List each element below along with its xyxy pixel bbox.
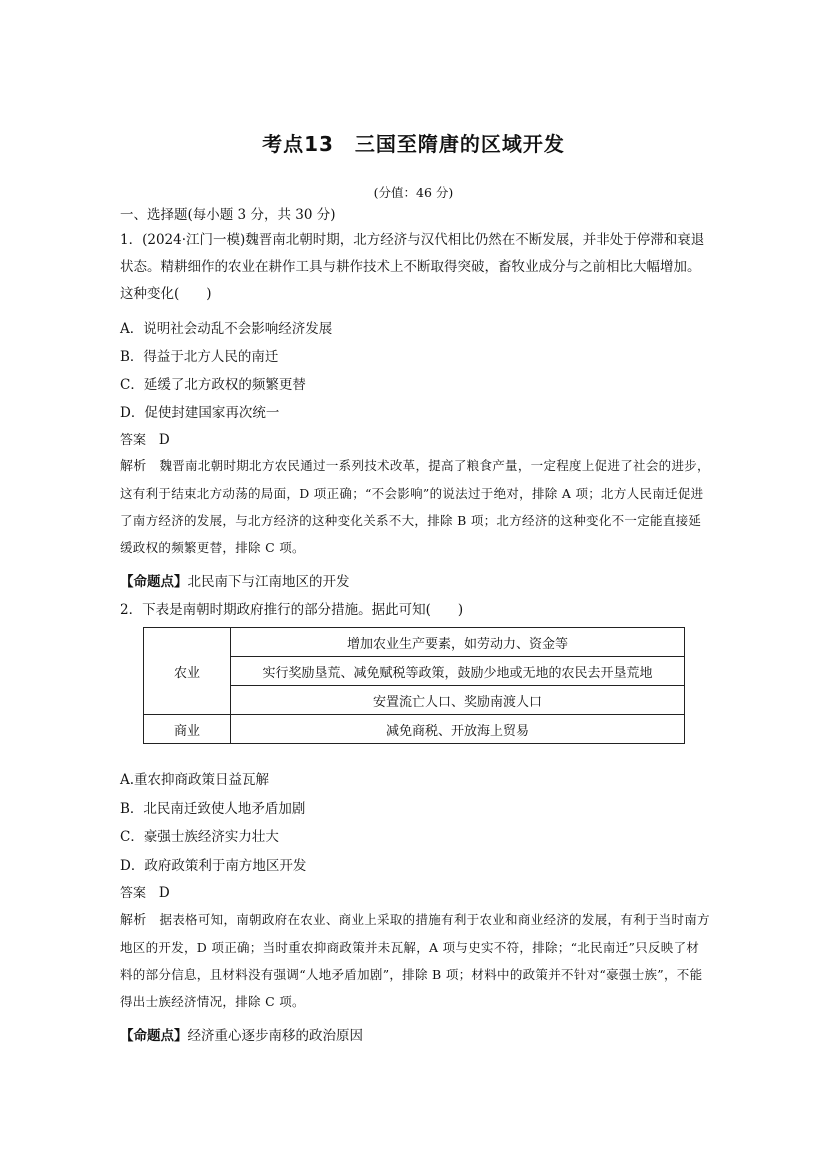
question-2-option-c: C．豪强士族经济实力壮大 [120, 829, 279, 845]
point-text: 经济重心逐步南移的政治原因 [187, 1028, 363, 1044]
measures-table [143, 627, 685, 744]
question-2-point-row [120, 1024, 363, 1044]
table-row [144, 628, 685, 657]
agriculture-category: 农业 [144, 628, 231, 715]
answer-label: 答案 [120, 886, 147, 901]
table-cell: 实行奖励垦荒、减免赋税等政策，鼓励少地或无地的农民去开垦荒地 [231, 657, 685, 686]
explanation-text: 魏晋南北朝时期北方农民通过一系列技术改革，提高了粮食产量，一定程度上促进了社会的进步，这有利于结束北方动荡的局面，D 项正确；“不会影响”的说法过于绝对，排除 A 项；北方人民南迁促进了南方经济的发展，与北方经济的这种变化关系不大，排除 B 项；北方经济的这种变化不一定能直接延缓政权的频繁更替，排除 C 项。 [120, 458, 710, 555]
question-1-option-c: C．延缓了北方政权的频繁更替 [120, 377, 306, 393]
question-1-option-d: D．促使封建国家再次统一 [120, 405, 280, 421]
point-label: 【命题点】 [120, 1028, 188, 1044]
point-label: 【命题点】 [120, 574, 188, 590]
question-1-option-a: A．说明社会动乱不会影响经济发展 [120, 321, 333, 337]
table-cell: 增加农业生产要素，如劳动力、资金等 [231, 628, 685, 657]
question-2-option-b: B．北民南迁致使人地矛盾加剧 [120, 801, 306, 817]
question-2-answer-row [120, 882, 170, 901]
question-1-option-b: B．得益于北方人民的南迁 [120, 349, 279, 365]
answer-value: D [158, 432, 170, 448]
explanation-label: 解析 [120, 459, 147, 474]
point-text: 北民南下与江南地区的开发 [187, 574, 350, 590]
answer-value: D [158, 885, 170, 901]
question-1-stem: 1．(2024·江门一模)魏晋南北朝时期，北方经济与汉代相比仍然在不断发展，并非处于停滞和衰退状态。精耕细作的农业在耕作工具与耕作技术上不断取得突破，畜牧业成分与之前相比大幅增加。这种变化( ) [120, 232, 705, 302]
question-2-option-d: D．政府政策利于南方地区开发 [120, 858, 307, 874]
question-2-explanation [120, 906, 710, 1015]
section-heading: 一、选择题(每小题 3 分，共 30 分) [120, 207, 336, 223]
question-1-point-row [120, 570, 350, 590]
explanation-label: 解析 [120, 913, 147, 928]
answer-label: 答案 [120, 433, 147, 448]
table-cell: 安置流亡人口、奖励南渡人口 [231, 686, 685, 715]
question-2-stem: 2．下表是南朝时期政府推行的部分措施。据此可知( ) [120, 602, 464, 618]
explanation-text: 据表格可知，南朝政府在农业、商业上采取的措施有利于农业和商业经济的发展，有利于当时南方地区的开发，D 项正确；当时重农抑商政策并未瓦解，A 项与史实不符，排除；“北民南迁”只反映了材料的部分信息，且材料没有强调“人地矛盾加剧”，排除 B 项；材料中的政策并不针对“豪强士族”，不能得出士族经济情况，排除 C 项。 [120, 912, 710, 1009]
page-title: 考点13 三国至隋唐的区域开发 [262, 132, 565, 156]
question-1-explanation [120, 452, 710, 561]
question-2-option-a: A.重农抑商政策日益瓦解 [120, 772, 270, 788]
table-cell: 减免商税、开放海上贸易 [231, 715, 685, 744]
commerce-category: 商业 [144, 715, 231, 744]
score-note: (分值：46 分) [373, 185, 454, 200]
question-1-answer-row [120, 429, 170, 448]
table-row [144, 715, 685, 744]
